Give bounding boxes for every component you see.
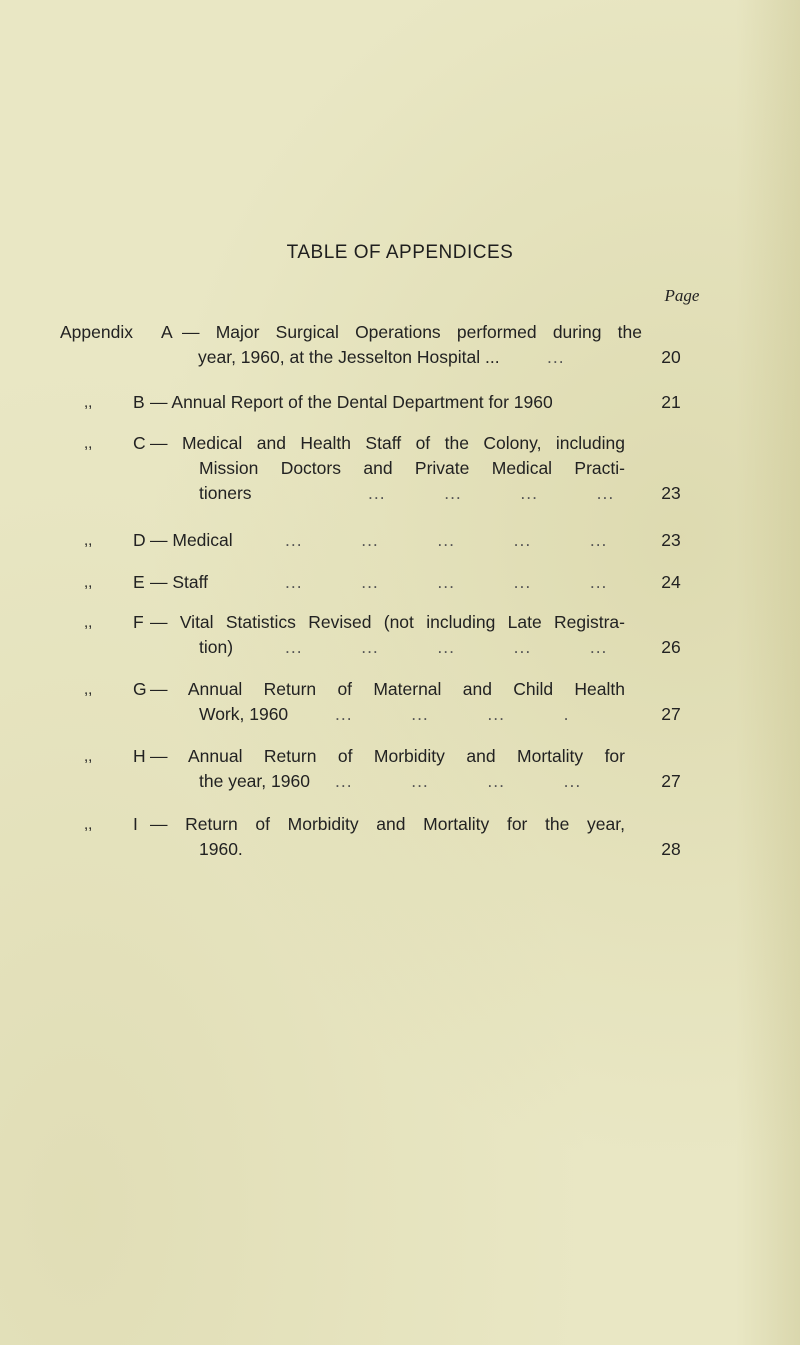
appendix-letter: D	[133, 530, 146, 550]
leader-dots: ... ... ... .	[335, 704, 570, 724]
page-number: 27	[661, 704, 681, 724]
entry-text-line: — Medical and Health Staff of the Colony, including	[150, 433, 625, 453]
page-number: 21	[661, 392, 681, 412]
leader-dots: ... ... ... ... ...	[285, 530, 608, 550]
appendix-letter: B	[133, 392, 145, 412]
entry-text-line: — Return of Morbidity and Mortality for the year,	[150, 814, 625, 834]
page-number: 23	[661, 483, 681, 503]
entry-text-line: — Annual Return of Morbidity and Mortality for	[150, 746, 625, 766]
entry-text-line: — Medical	[150, 530, 233, 550]
page-number: 26	[661, 637, 681, 657]
ditto-mark: ,,	[84, 532, 93, 549]
entry-text-line: year, 1960, at the Jesselton Hospital ...	[198, 347, 500, 367]
appendix-letter: H	[133, 746, 146, 766]
ditto-mark: ,,	[84, 574, 93, 591]
entry-text-line: — Major Surgical Operations performed during the	[182, 322, 642, 342]
page-title: TABLE OF APPENDICES	[286, 242, 514, 263]
ditto-mark: ,,	[84, 681, 93, 698]
page-number: 27	[661, 771, 681, 791]
leader-dots: ... ... ... ... ...	[285, 572, 608, 592]
leader-dots: ...	[547, 347, 565, 367]
ditto-mark: ,,	[84, 748, 93, 765]
page-number: 20	[661, 347, 681, 367]
page-column-header: Page	[664, 286, 700, 305]
appendix-letter: E	[133, 572, 145, 592]
appendix-letter: I	[133, 814, 138, 834]
appendix-letter: C	[133, 433, 146, 453]
entry-text-line: tioners	[199, 483, 252, 503]
entry-text-line: Work, 1960	[199, 704, 289, 724]
appendix-letter: A	[161, 322, 173, 342]
entry-text-line: — Annual Return of Maternal and Child Health	[150, 679, 625, 699]
entry-text-line: 1960.	[199, 839, 243, 859]
ditto-mark: ,,	[84, 816, 93, 833]
appendix-letter: F	[133, 612, 144, 632]
page-number: 28	[661, 839, 681, 859]
ditto-mark: ,,	[84, 614, 93, 631]
entry-text-line: the year, 1960	[199, 771, 310, 791]
entry-text-line: Mission Doctors and Private Medical Practi-	[199, 458, 625, 478]
leader-dots: ... ... ... ...	[335, 771, 582, 791]
appendix-letter: G	[133, 679, 147, 699]
appendix-label: Appendix	[60, 322, 133, 342]
entry-text-line: — Annual Report of the Dental Department for 1960	[150, 392, 553, 412]
leader-dots: ... ... ... ...	[368, 483, 615, 503]
entry-text-line: tion)	[199, 637, 234, 657]
leader-dots: ... ... ... ... ...	[285, 637, 608, 657]
entry-text-line: — Vital Statistics Revised (not including Late Registra-	[150, 612, 625, 632]
page-number: 23	[661, 530, 681, 550]
entry-text-line: — Staff	[150, 572, 209, 592]
page-number: 24	[661, 572, 681, 592]
ditto-mark: ,,	[84, 435, 93, 452]
ditto-mark: ,,	[84, 394, 93, 411]
